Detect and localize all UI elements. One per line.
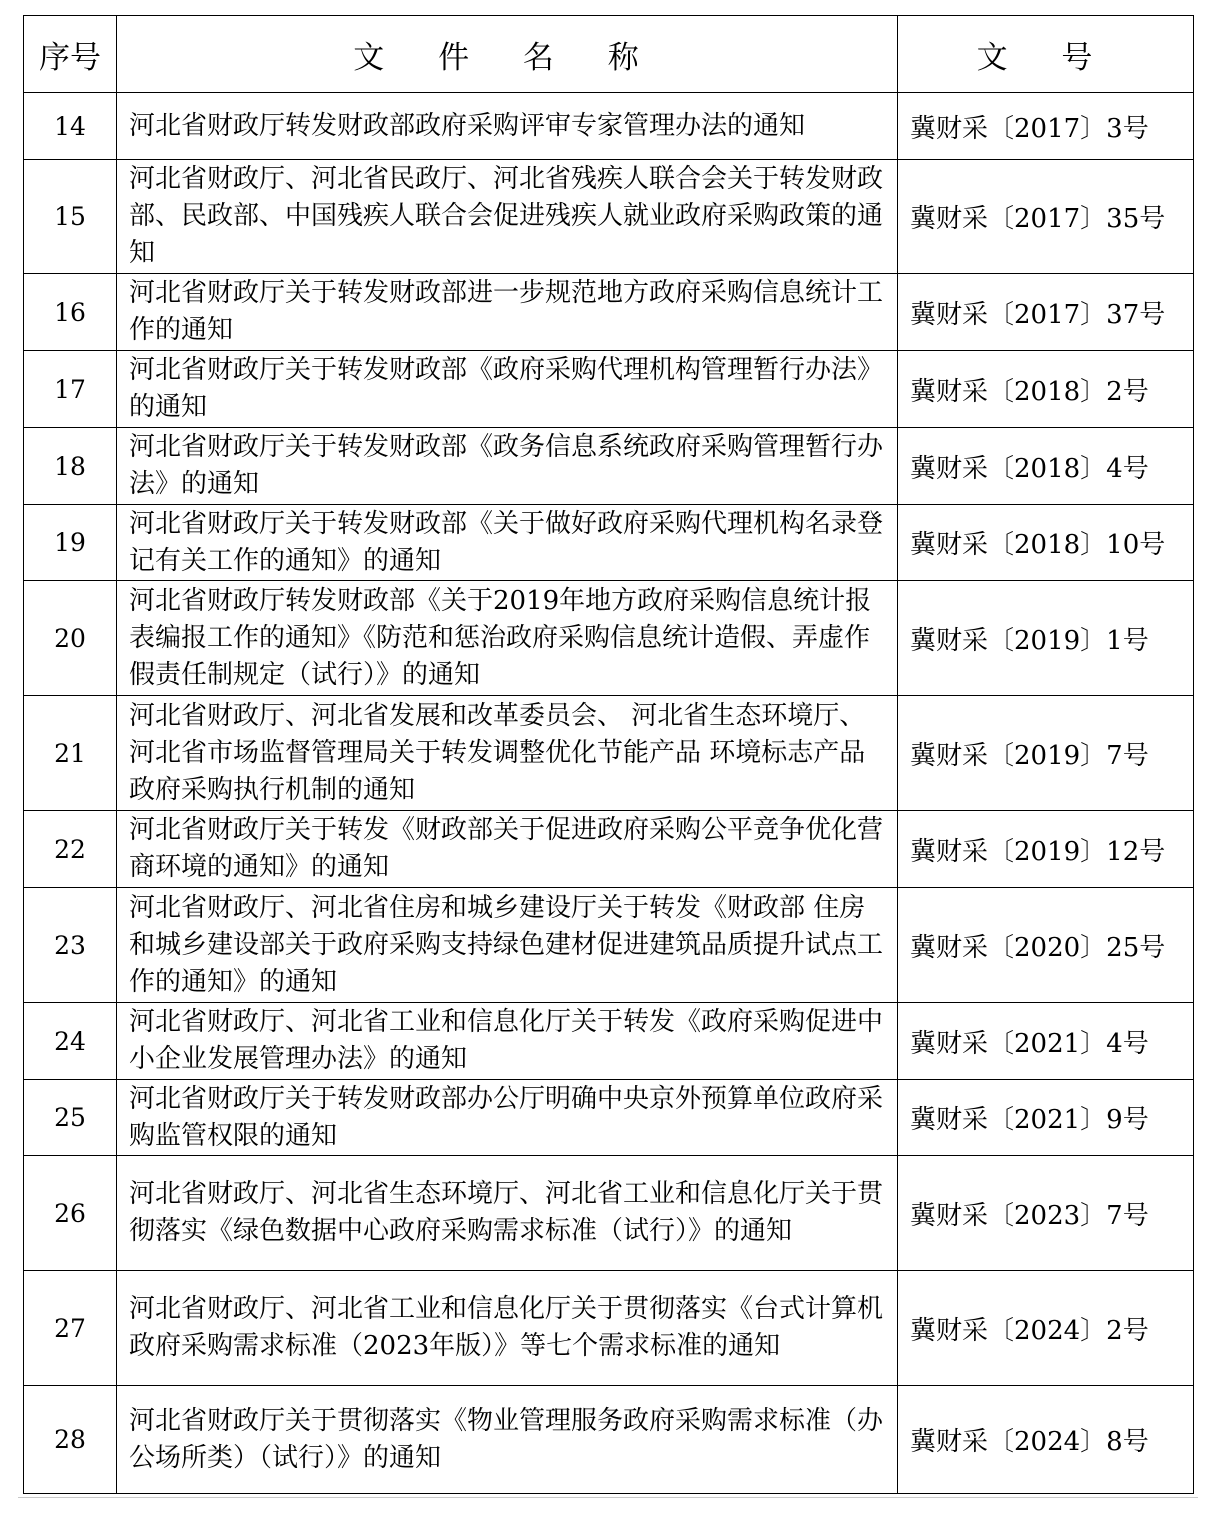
- row-serial-number: 25: [24, 1080, 117, 1156]
- row-document-code: 冀财采〔2018〕10号: [898, 505, 1194, 581]
- table-row: [24, 811, 1194, 888]
- row-serial-number: 27: [24, 1271, 117, 1386]
- row-document-name: 河北省财政厅、河北省住房和城乡建设厅关于转发《财政部 住房和城乡建设部关于政府采购支持绿色建材促进建筑品质提升试点工作的通知》的通知: [117, 888, 898, 1003]
- table-row: [24, 1156, 1194, 1271]
- row-document-name: 河北省财政厅关于贯彻落实《物业管理服务政府采购需求标准（办公场所类）（试行）》的通知: [117, 1386, 898, 1494]
- row-document-code: 冀财采〔2018〕2号: [898, 351, 1194, 428]
- row-serial-number: 20: [24, 581, 117, 696]
- row-document-code: 冀财采〔2019〕1号: [898, 581, 1194, 696]
- row-document-name: 河北省财政厅、河北省生态环境厅、河北省工业和信息化厅关于贯彻落实《绿色数据中心政府采购需求标准（试行）》的通知: [117, 1156, 898, 1271]
- row-serial-number: 18: [24, 428, 117, 505]
- row-document-code: 冀财采〔2019〕7号: [898, 696, 1194, 811]
- row-document-name: 河北省财政厅转发财政部政府采购评审专家管理办法的通知: [117, 93, 898, 160]
- table-row: [24, 93, 1194, 160]
- header-row: [24, 16, 1194, 93]
- table-row: [24, 1386, 1194, 1494]
- header-serial-number: 序号: [24, 16, 117, 93]
- row-document-name: 河北省财政厅转发财政部《关于2019年地方政府采购信息统计报表编报工作的通知》《防范和惩治政府采购信息统计造假、弄虚作假责任制规定（试行）》的通知: [117, 581, 898, 696]
- header-document-name: 文 件 名 称: [117, 16, 898, 93]
- table-row: [24, 888, 1194, 1003]
- row-serial-number: 23: [24, 888, 117, 1003]
- table-row: [24, 581, 1194, 696]
- row-document-code: 冀财采〔2024〕2号: [898, 1271, 1194, 1386]
- table-row: [24, 696, 1194, 811]
- row-document-code: 冀财采〔2018〕4号: [898, 428, 1194, 505]
- row-document-code: 冀财采〔2023〕7号: [898, 1156, 1194, 1271]
- table-row: [24, 428, 1194, 505]
- row-serial-number: 15: [24, 160, 117, 274]
- header-document-code: 文 号: [898, 16, 1194, 93]
- document-table: [23, 15, 1194, 1494]
- row-document-code: 冀财采〔2024〕8号: [898, 1386, 1194, 1494]
- row-document-name: 河北省财政厅、河北省工业和信息化厅关于贯彻落实《台式计算机政府采购需求标准（2023年版）》等七个需求标准的通知: [117, 1271, 898, 1386]
- row-document-name: 河北省财政厅关于转发《财政部关于促进政府采购公平竞争优化营商环境的通知》的通知: [117, 811, 898, 888]
- row-document-code: 冀财采〔2020〕25号: [898, 888, 1194, 1003]
- row-serial-number: 24: [24, 1003, 117, 1080]
- row-document-code: 冀财采〔2021〕9号: [898, 1080, 1194, 1156]
- row-serial-number: 21: [24, 696, 117, 811]
- row-serial-number: 17: [24, 351, 117, 428]
- row-serial-number: 28: [24, 1386, 117, 1494]
- row-serial-number: 26: [24, 1156, 117, 1271]
- row-document-name: 河北省财政厅、河北省工业和信息化厅关于转发《政府采购促进中小企业发展管理办法》的通知: [117, 1003, 898, 1080]
- row-serial-number: 14: [24, 93, 117, 160]
- row-document-code: 冀财采〔2017〕37号: [898, 274, 1194, 351]
- row-serial-number: 19: [24, 505, 117, 581]
- row-document-code: 冀财采〔2017〕3号: [898, 93, 1194, 160]
- row-document-code: 冀财采〔2017〕35号: [898, 160, 1194, 274]
- row-document-name: 河北省财政厅关于转发财政部办公厅明确中央京外预算单位政府采购监管权限的通知: [117, 1080, 898, 1156]
- table-row: [24, 274, 1194, 351]
- row-document-name: 河北省财政厅、河北省发展和改革委员会、 河北省生态环境厅、河北省市场监督管理局关于转发调整优化节能产品 环境标志产品政府采购执行机制的通知: [117, 696, 898, 811]
- row-document-code: 冀财采〔2021〕4号: [898, 1003, 1194, 1080]
- row-document-name: 河北省财政厅关于转发财政部《政府采购代理机构管理暂行办法》的通知: [117, 351, 898, 428]
- row-document-name: 河北省财政厅关于转发财政部进一步规范地方政府采购信息统计工作的通知: [117, 274, 898, 351]
- table-row: [24, 160, 1194, 274]
- row-document-name: 河北省财政厅关于转发财政部《关于做好政府采购代理机构名录登记有关工作的通知》的通知: [117, 505, 898, 581]
- row-serial-number: 22: [24, 811, 117, 888]
- row-serial-number: 16: [24, 274, 117, 351]
- table-row: [24, 351, 1194, 428]
- table-row: [24, 1271, 1194, 1386]
- row-document-code: 冀财采〔2019〕12号: [898, 811, 1194, 888]
- table-row: [24, 505, 1194, 581]
- page-bottom-divider: [18, 1497, 1198, 1498]
- row-document-name: 河北省财政厅关于转发财政部《政务信息系统政府采购管理暂行办法》的通知: [117, 428, 898, 505]
- row-document-name: 河北省财政厅、河北省民政厅、河北省残疾人联合会关于转发财政部、民政部、中国残疾人联合会促进残疾人就业政府采购政策的通知: [117, 160, 898, 274]
- table-row: [24, 1080, 1194, 1156]
- table-row: [24, 1003, 1194, 1080]
